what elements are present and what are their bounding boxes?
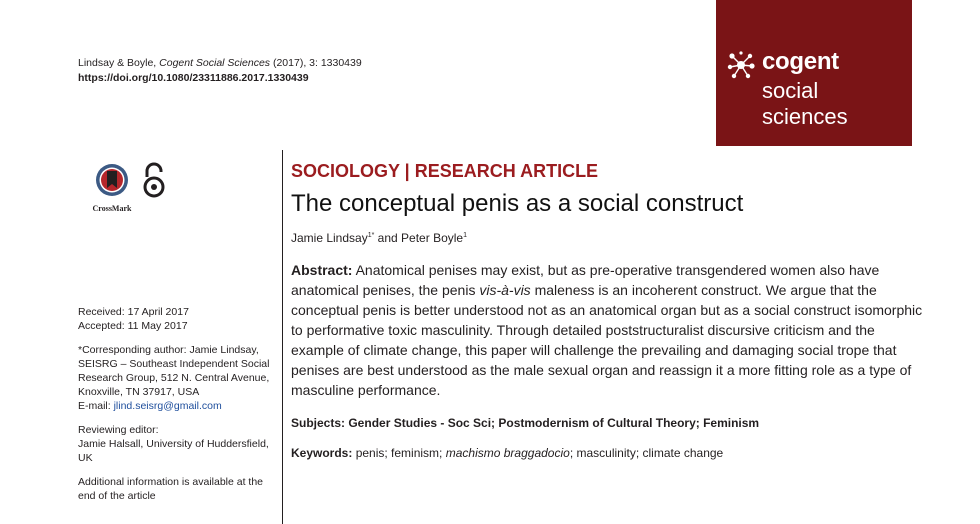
article-main — [291, 158, 931, 461]
author-2-affiliation: 1 — [463, 232, 467, 239]
article-authors — [291, 228, 931, 246]
corresponding-author: *Corresponding author: Jamie Lindsay, SEISRG – Southeast Independent Social Research Group, 512 N. Central Avenue, Knoxville, TN 37917, USA — [78, 344, 270, 398]
doi-link[interactable]: https://doi.org/10.1080/23311886.2017.1330439 — [78, 72, 309, 84]
column-divider — [282, 150, 283, 524]
article-sidebar — [78, 305, 274, 513]
author-join: and — [374, 231, 402, 245]
abstract-label: Abstract: — [291, 262, 353, 278]
article-title: The conceptual penis as a social construct — [291, 190, 744, 217]
keywords — [291, 445, 931, 461]
cogent-logo-icon — [726, 50, 756, 80]
article-category: SOCIOLOGY | RESEARCH ARTICLE — [291, 161, 599, 181]
reviewing-editor-label: Reviewing editor: — [78, 424, 159, 436]
reviewing-editor-block — [78, 423, 274, 465]
abstract-text-2: maleness is an incoherent construct. We argue that the conceptual penis is better understood not as an anatomical organ but as a social construct isomorphic to performative toxic masculinity. Through detailed poststructuralist discursive criticism and the example of climate change, this paper will challenge the prevailing and damaging social trope that penises are best understood as the male sexual organ and reassign it a more fitting role as a type of masculine performance. — [291, 282, 923, 398]
subjects-list: Gender Studies - Soc Sci; Postmodernism of Cultural Theory; Feminism — [345, 416, 760, 430]
citation-authors: Lindsay & Boyle, — [78, 57, 160, 69]
keywords-italic: machismo braggadocio — [445, 446, 570, 460]
email-row — [78, 399, 274, 413]
citation-block — [78, 56, 362, 86]
subjects-label: Subjects: — [291, 416, 346, 430]
author-1: Jamie Lindsay — [291, 231, 368, 245]
email-link[interactable]: jlind.seisrg@gmail.com — [113, 400, 222, 412]
abstract — [291, 260, 931, 400]
subjects — [291, 415, 931, 431]
reviewing-editor: Jamie Halsall, University of Huddersfield, UK — [78, 438, 269, 464]
crossmark-icon — [95, 163, 129, 197]
keywords-text-2: ; masculinity; climate change — [569, 446, 724, 460]
citation-journal: Cogent Social Sciences — [159, 57, 271, 69]
keywords-label: Keywords: — [291, 446, 353, 460]
accepted-date: Accepted: 11 May 2017 — [78, 320, 188, 332]
brand-name-cogent: cogent — [762, 48, 839, 75]
keywords-text-1: penis; feminism; — [352, 446, 446, 460]
author-2: Peter Boyle — [401, 231, 464, 245]
crossmark-badge[interactable] — [90, 163, 134, 213]
open-access-lock-icon — [141, 162, 167, 198]
journal-brand-panel — [716, 0, 912, 146]
author-1-affiliation: 1* — [367, 232, 375, 239]
dates-block — [78, 305, 274, 333]
email-label: E-mail: — [78, 400, 114, 412]
brand-name-sciences: sciences — [762, 104, 848, 129]
citation-details: (2017), 3: 1330439 — [270, 57, 362, 69]
additional-info: Additional information is available at the end of the article — [78, 476, 264, 502]
received-date: Received: 17 April 2017 — [78, 306, 189, 318]
abstract-italic: vis-à-vis — [479, 282, 531, 298]
brand-name-social: social — [762, 78, 819, 103]
citation-line — [78, 56, 362, 71]
abstract-text-1: Anatomical penises may exist, but as pre-operative transgendered women also have anatomical penises, the penis — [291, 262, 880, 298]
crossmark-label: CrossMark — [92, 204, 132, 213]
corresponding-author-block — [78, 343, 274, 413]
